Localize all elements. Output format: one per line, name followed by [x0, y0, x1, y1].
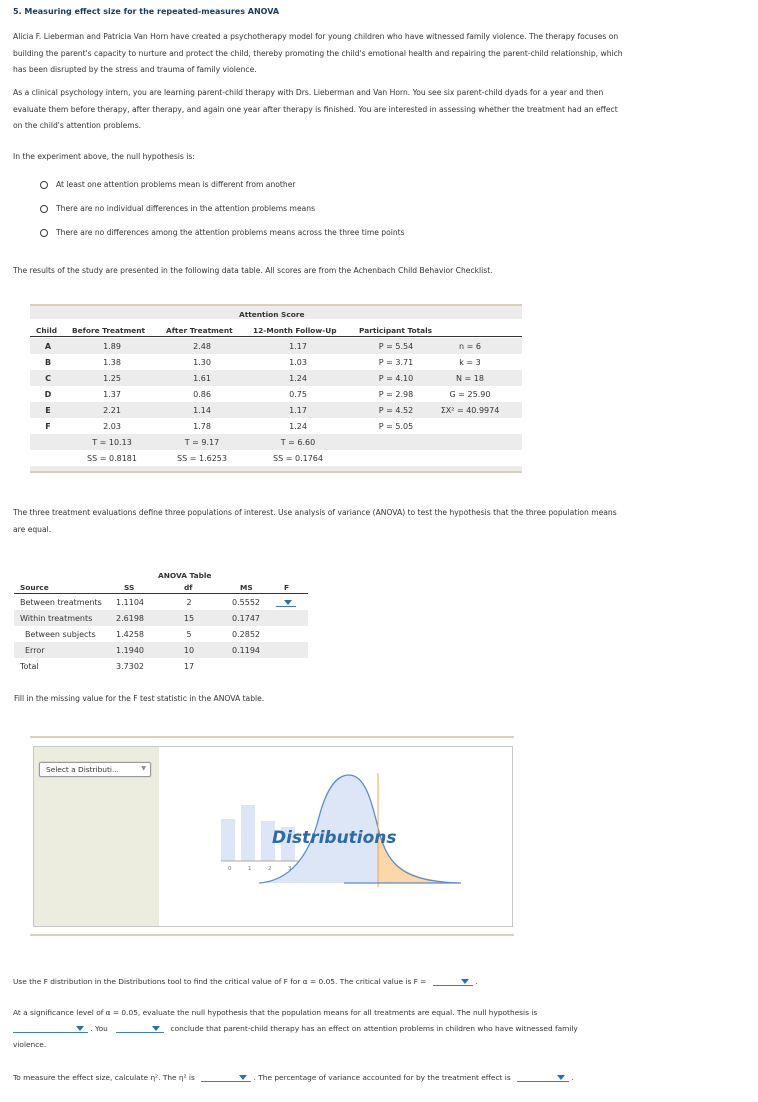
- table-cell-child: B: [44, 358, 52, 367]
- anova-cell-ms: 0.5552: [232, 598, 260, 607]
- anova-cell-ss: 2.6198: [116, 614, 144, 623]
- table-cell-total: P = 5.54: [378, 342, 414, 351]
- table-cell-extra: G = 25.90: [449, 390, 491, 399]
- results-text: The results of the study are presented in the following data table. All scores are from the Achenbach Child Behavior Checklist.: [13, 266, 493, 275]
- t-follow: T = 6.60: [280, 438, 316, 447]
- anova-cell-df: 17: [183, 662, 195, 671]
- table-cell-child: F: [45, 422, 51, 431]
- anova-row: [14, 610, 308, 626]
- anova-row: [14, 626, 308, 642]
- anova-cell-source: Error: [25, 646, 45, 655]
- table-cell-extra: N = 18: [456, 374, 484, 383]
- anova-cell-df: 10: [183, 646, 195, 655]
- populations-text: The three treatment evaluations define three populations of interest. Use analysis of variance (ANOVA) to test the hypothesis that the three population means are equal.: [13, 508, 617, 534]
- table-cell-follow: 1.24: [289, 374, 307, 383]
- anova-header-source: Source: [20, 583, 49, 592]
- null-hypothesis-dropdown[interactable]: [13, 1023, 88, 1033]
- table-cell-after: 1.30: [193, 358, 211, 367]
- percent-text: . The percentage of variance accounted for by the treatment effect is: [253, 1073, 511, 1082]
- logo-tick-1: 1: [248, 866, 252, 872]
- table-row: [30, 418, 522, 434]
- table-cell-total: P = 4.52: [378, 406, 414, 415]
- logo-tick-3: 3: [288, 866, 292, 872]
- table-cell-follow: 1.17: [289, 342, 307, 351]
- table-cell-after: 1.78: [193, 422, 211, 431]
- percent-variance-dropdown[interactable]: [517, 1072, 569, 1082]
- radio-button-icon[interactable]: [40, 229, 48, 237]
- table-cell-follow: 1.17: [289, 406, 307, 415]
- table-cell-total: P = 3.71: [378, 358, 414, 367]
- anova-title: ANOVA Table: [158, 571, 212, 580]
- table-cell-after: 1.14: [193, 406, 211, 415]
- table-cell-extra: n = 6: [459, 342, 481, 351]
- anova-header-f: F: [284, 583, 290, 592]
- table-cell-before: 1.38: [103, 358, 121, 367]
- table-cell-before: 1.25: [103, 374, 121, 383]
- table-cell-child: C: [45, 374, 51, 383]
- intro-paragraph-1: Alicia F. Lieberman and Patricia Van Horn have created a psychotherapy model for young children who have witnessed family violence. The therapy focuses on building the parent's capacity to nurture and protect the child, thereby promoting the child's emotional health and repairing the parent-child relationship, which has been disrupted by the stress and trauma of family violence.: [13, 32, 623, 74]
- anova-cell-source: Within treatments: [20, 614, 93, 623]
- table-cell-before: 2.03: [103, 422, 121, 431]
- table-cell-before: 1.89: [103, 342, 121, 351]
- anova-cell-source: Between subjects: [25, 630, 96, 639]
- effect-period: .: [571, 1073, 574, 1082]
- eta-squared-dropdown[interactable]: [201, 1072, 251, 1082]
- header-totals: Participant Totals: [359, 326, 433, 335]
- logo-text: Distributions: [272, 828, 397, 848]
- anova-cell-ms: 0.2852: [232, 630, 260, 639]
- ss-before: SS = 0.8181: [87, 454, 137, 463]
- anova-cell-df: 2: [186, 598, 192, 607]
- table-cell-extra: k = 3: [459, 358, 481, 367]
- f-statistic-dropdown[interactable]: [276, 597, 296, 607]
- header-follow-up: 12-Month Follow-Up: [253, 326, 337, 335]
- radio-button-icon[interactable]: [40, 181, 48, 189]
- attention-score-header: Attention Score: [239, 310, 305, 319]
- question-title: 5. Measuring effect size for the repeated-measures ANOVA: [13, 7, 280, 16]
- t-before: T = 10.13: [92, 438, 132, 447]
- anova-table: [14, 580, 308, 674]
- effect-size-text: To measure the effect size, calculate η². The η² is: [13, 1073, 195, 1082]
- table-cell-extra: ΣX² = 40.9974: [440, 406, 500, 415]
- table-cell-after: 0.86: [193, 390, 211, 399]
- null-hypothesis-question: In the experiment above, the null hypothesis is:: [13, 152, 195, 161]
- table-cell-total: P = 4.10: [378, 374, 414, 383]
- anova-cell-source: Between treatments: [20, 598, 102, 607]
- anova-cell-ss: 1.1940: [116, 646, 144, 655]
- significance-text: At a significance level of α = 0.05, evaluate the null hypothesis that the population means for all treatments are equal. The null hypothesis is: [13, 1008, 538, 1017]
- table-cell-follow: 1.24: [289, 422, 307, 431]
- table-cell-after: 1.61: [193, 374, 211, 383]
- table-cell-follow: 1.03: [289, 358, 307, 367]
- table-cell-total: P = 5.05: [378, 422, 414, 431]
- anova-cell-ss: 1.4258: [116, 630, 144, 639]
- table-row: [30, 386, 522, 402]
- table-cell-child: A: [44, 342, 52, 351]
- radio-option-3[interactable]: [40, 228, 405, 237]
- logo-tick-0: 0: [228, 866, 232, 872]
- data-table-header: [30, 319, 522, 338]
- radio-option-label: There are no differences among the attention problems means across the three time points: [56, 228, 405, 237]
- violence-text: violence.: [13, 1040, 47, 1049]
- radio-option-label: At least one attention problems mean is different from another: [56, 180, 296, 189]
- anova-cell-df: 5: [186, 630, 192, 639]
- critical-value-question: [13, 976, 478, 986]
- header-child: Child: [36, 326, 58, 335]
- ss-after: SS = 1.6253: [177, 454, 227, 463]
- conclusion-dropdown[interactable]: [116, 1023, 164, 1033]
- effect-size-row: [13, 1072, 733, 1082]
- table-cell-total: P = 2.98: [378, 390, 414, 399]
- logo-tick-2: 2: [268, 866, 272, 872]
- anova-cell-df: 15: [183, 614, 195, 623]
- anova-cell-ss: 3.7302: [116, 662, 144, 671]
- t-after: T = 9.17: [184, 438, 220, 447]
- critical-value-text: Use the F distribution in the Distributions tool to find the critical value of F for α = 0.05. The critical value is F =: [13, 977, 427, 986]
- anova-cell-ms: 0.1194: [232, 646, 260, 655]
- ss-follow: SS = 0.1764: [273, 454, 323, 463]
- anova-cell-ms: 0.1747: [232, 614, 260, 623]
- anova-header-ss: SS: [124, 583, 135, 592]
- anova-header-ms: MS: [240, 583, 253, 592]
- t-row: [30, 434, 522, 450]
- intro-paragraph-2: As a clinical psychology intern, you are learning parent-child therapy with Drs. Lieberman and Van Horn. You see six parent-child dyads for a year and then evaluate them before therapy, after therapy, and again one year after therapy is finished. You are interested in assessing whether the treatment had an effect on the child's attention problems.: [13, 88, 618, 130]
- header-before: Before Treatment: [72, 326, 146, 335]
- ss-row: [30, 450, 522, 466]
- anova-header-df: df: [184, 583, 193, 592]
- chevron-down-icon: ▼: [141, 765, 146, 772]
- data-table: [30, 304, 522, 473]
- table-row: [30, 354, 522, 370]
- logo-bar-2: [241, 805, 255, 861]
- radio-option-1[interactable]: [40, 180, 296, 189]
- table-row: [30, 338, 522, 354]
- radio-option-label: There are no individual differences in the attention problems means: [56, 204, 316, 213]
- table-cell-child: E: [45, 406, 51, 415]
- critical-value-dropdown[interactable]: [433, 976, 473, 986]
- anova-cell-source: Total: [20, 662, 39, 671]
- conclude-text: conclude that parent-child therapy has an effect on attention problems in children who have witnessed family: [170, 1024, 578, 1033]
- table-row: [30, 370, 522, 386]
- anova-row: [14, 642, 308, 658]
- anova-row: [14, 658, 308, 674]
- select-distribution-dropdown[interactable]: [39, 762, 151, 777]
- select-distribution-label: Select a Distributi...: [46, 765, 119, 774]
- you-text: . You: [90, 1024, 108, 1033]
- significance-answer-row: [13, 1023, 633, 1033]
- table-cell-before: 2.21: [103, 406, 121, 415]
- distributions-logo: [159, 747, 512, 926]
- anova-row: [14, 594, 308, 610]
- header-after: After Treatment: [166, 326, 233, 335]
- critical-period: .: [475, 977, 478, 986]
- anova-header: [14, 580, 308, 594]
- anova-cell-ss: 1.1104: [116, 598, 144, 607]
- logo-bar-1: [221, 819, 235, 861]
- fill-instruction: Fill in the missing value for the F test statistic in the ANOVA table.: [14, 694, 265, 703]
- distribution-tool[interactable]: [33, 746, 513, 927]
- table-cell-before: 1.37: [103, 390, 121, 399]
- table-cell-child: D: [44, 390, 52, 399]
- radio-button-icon[interactable]: [40, 205, 48, 213]
- table-row: [30, 402, 522, 418]
- table-cell-follow: 0.75: [289, 390, 307, 399]
- table-cell-after: 2.48: [193, 342, 211, 351]
- radio-option-2[interactable]: [40, 204, 315, 213]
